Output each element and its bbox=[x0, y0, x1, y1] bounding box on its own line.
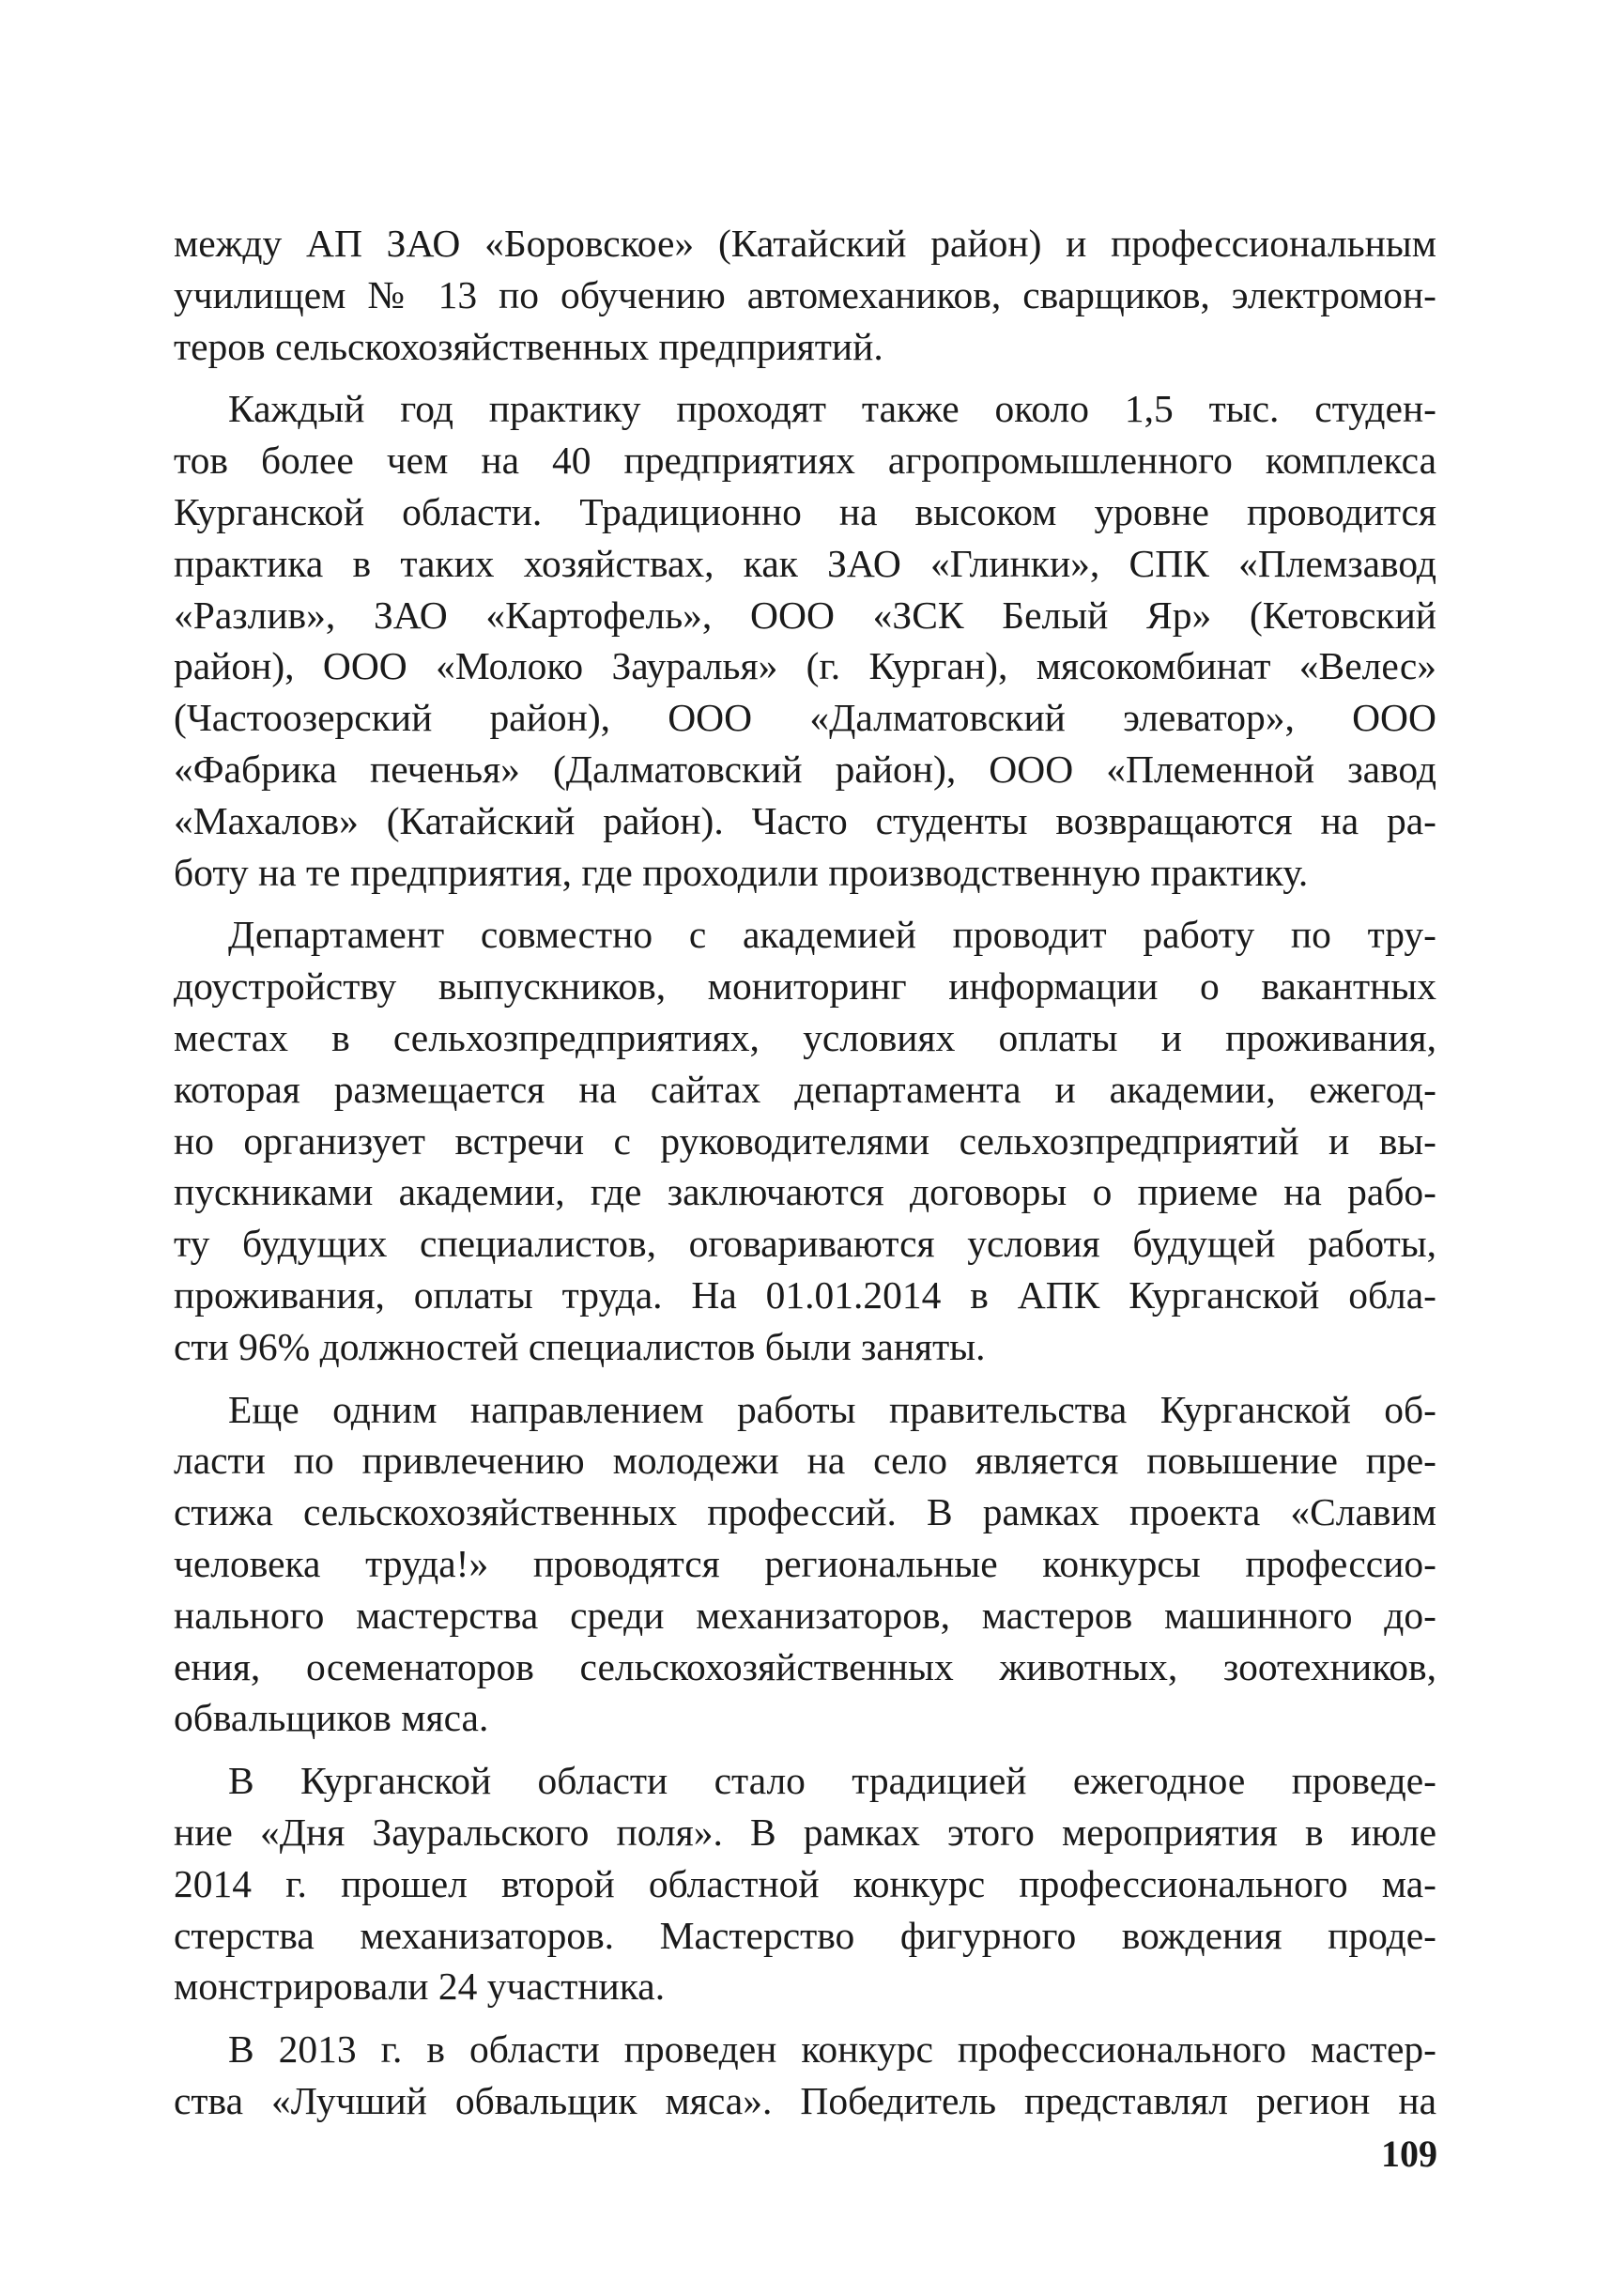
text-line: стерства механизаторов. Мастерство фигурного вождения проде- bbox=[174, 1913, 1436, 1957]
page-number: 109 bbox=[1381, 2133, 1437, 2175]
text-line: практика в таких хозяйствах, как ЗАО «Глинки», СПК «Племзавод bbox=[174, 541, 1436, 585]
text-line: боту на те предприятия, где проходили производственную практику. bbox=[174, 850, 1309, 894]
text-line: доустройству выпускников, мониторинг информации о вакантных bbox=[174, 964, 1436, 1009]
paragraph bbox=[174, 909, 1436, 1372]
paragraph bbox=[174, 218, 1436, 372]
text-line: монстрировали 24 участника. bbox=[174, 1965, 666, 2009]
text-line: училищем № 13 по обучению автомехаников, сварщиков, электромон- bbox=[174, 272, 1436, 316]
text-line: «Разлив», ЗАО «Картофель», ООО «ЗСК Белый Яр» (Кетовский bbox=[174, 593, 1436, 637]
text-line: ние «Дня Зауральского поля». В рамках этого мероприятия в июле bbox=[174, 1810, 1436, 1854]
text-line: нального мастерства среди механизаторов, мастеров машинного до- bbox=[174, 1593, 1436, 1637]
text-line: В Курганской области стало традицией ежегодное проведе- bbox=[228, 1759, 1436, 1803]
paragraph bbox=[174, 383, 1436, 898]
text-line: «Махалов» (Катайский район). Часто студенты возвращаются на ра- bbox=[174, 798, 1436, 842]
text-line: ту будущих специалистов, оговариваются условия будущей работы, bbox=[174, 1222, 1436, 1266]
text-line: Каждый год практику проходят также около 1,5 тыс. студен- bbox=[228, 387, 1436, 431]
text-line: 2014 г. прошел второй областной конкурс профессионального ма- bbox=[174, 1861, 1436, 1905]
text-line: сти 96% должностей специалистов были заняты. bbox=[174, 1324, 986, 1368]
text-line: ения, осеменаторов сельскохозяйственных животных, зоотехников, bbox=[174, 1644, 1436, 1688]
text-line: Департамент совместно с академией проводит работу по тру- bbox=[228, 913, 1436, 957]
text-line: местах в сельхозпредприятиях, условиях оплаты и проживания, bbox=[174, 1015, 1436, 1059]
text-line: которая размещается на сайтах департамента и академии, ежегод- bbox=[174, 1067, 1436, 1111]
paragraph bbox=[174, 1384, 1436, 1745]
paragraph bbox=[174, 2024, 1436, 2127]
text-line: пускниками академии, где заключаются договоры о приеме на рабо- bbox=[174, 1170, 1436, 1214]
text-line: ства «Лучший обвальщик мяса». Победитель представлял регион на bbox=[174, 2078, 1436, 2122]
text-line: (Частоозерский район), ООО «Далматовский элеватор», ООО bbox=[174, 696, 1436, 740]
text-line: Курганской области. Традиционно на высоком уровне проводится bbox=[174, 489, 1436, 533]
text-line: ласти по привлечению молодежи на село является повышение пре- bbox=[174, 1439, 1436, 1483]
paragraph bbox=[174, 1755, 1436, 2012]
text-line: Еще одним направлением работы правительства Курганской об- bbox=[228, 1387, 1436, 1431]
text-line: проживания, оплаты труда. На 01.01.2014 в АПК Курганской обла- bbox=[174, 1272, 1436, 1317]
text-line: район), ООО «Молоко Зауралья» (г. Курган), мясокомбинат «Велес» bbox=[174, 644, 1436, 688]
text-line: обвальщиков мяса. bbox=[174, 1696, 489, 1740]
text-line: теров сельскохозяйственных предприятий. bbox=[174, 324, 883, 368]
text-line: человека труда!» проводятся региональные конкурсы профессио- bbox=[174, 1541, 1436, 1585]
text-line: «Фабрика печенья» (Далматовский район), ООО «Племенной завод bbox=[174, 747, 1436, 791]
text-line: тов более чем на 40 предприятиях агропромышленного комплекса bbox=[174, 439, 1436, 483]
text-column bbox=[174, 218, 1436, 2127]
text-line: стижа сельскохозяйственных профессий. В рамках проекта «Славим bbox=[174, 1490, 1436, 1534]
text-line: между АП ЗАО «Боровское» (Катайский район) и профессиональным bbox=[174, 222, 1436, 265]
text-line: но организует встречи с руководителями сельхозпредприятий и вы- bbox=[174, 1118, 1436, 1163]
text-line: В 2013 г. в области проведен конкурс профессионального мастер- bbox=[228, 2027, 1436, 2072]
